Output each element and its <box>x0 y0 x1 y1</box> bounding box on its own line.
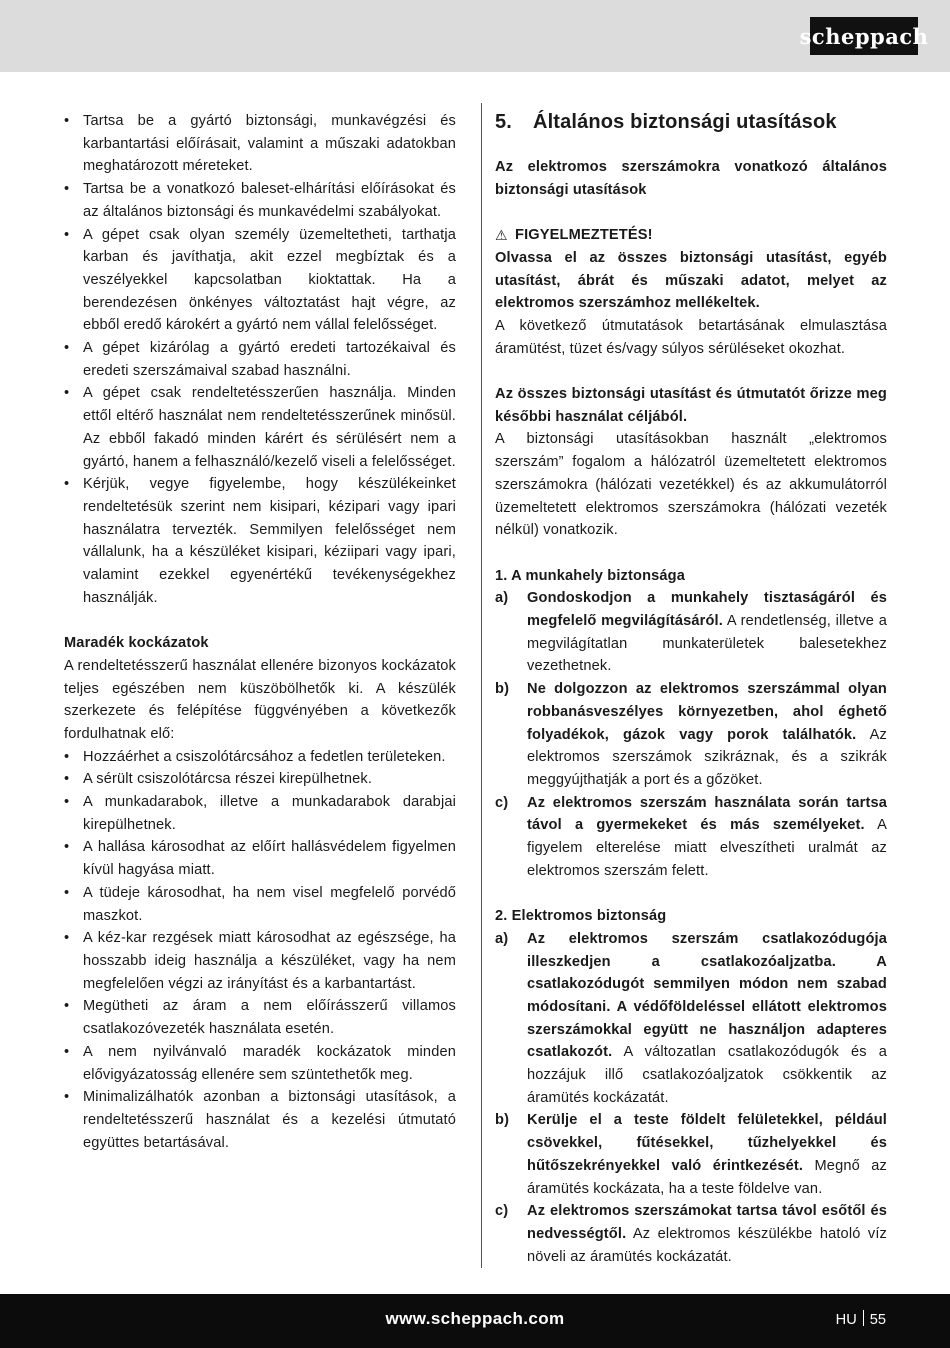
page-number: 55 <box>869 1312 886 1328</box>
warning-text: A következő útmutatások betartásának elmulasztása áramütést, tüzet és/vagy súlyos sérüléseket okozhat. <box>495 317 887 357</box>
list-item: • A tüdeje károsodhat, ha nem visel megfelelő porvédő maszkot. <box>64 882 456 927</box>
list-item: • A sérült csiszolótárcsa részei kirepülhetnek. <box>64 768 456 791</box>
list-item: a) Gondoskodjon a munkahely tisztaságáról és megfelelő megvilágításáról. A rendetlenség, illetve a megvilágítatlan munkaterületek balesetekhez vezethetnek. <box>495 590 887 675</box>
list-item: • Kérjük, vegye figyelembe, hogy készülékeinket rendeltetésük szerint nem kisipari, kézipari vagy ipari használatra tervezték. Semmilyen felelősséget nem vállalunk, ha a készüléket kisipari, kéziipari vagy ipari, valamint ezekkel egyenértékű tevékenységekhez használják. <box>64 473 456 609</box>
safety-rules-list <box>64 110 456 609</box>
page-header <box>0 0 950 72</box>
left-column <box>64 110 456 1154</box>
list-item: c) Az elektromos szerszámokat tartsa távol esőtől és nedvességtől. Az elektromos készülékbe hatoló víz növeli az áramütés kockázatát. <box>495 1203 887 1265</box>
section-title-text: Általános biztonsági utasítások <box>533 111 837 133</box>
list-item: • A gépet csak rendeltetésszerűen használja. Minden ettől eltérő használat nem rendeltetésszerűnek minősül. Az ebből fakadó minden kárért és sérülésért nem a gyártó, hanem a felhasználó/kezelő viseli a felelősséget. <box>64 382 456 473</box>
page-footer <box>0 1294 950 1348</box>
list-item: • A kéz-kar rezgések miatt károsodhat az egészsége, ha hosszabb ideig használja a készüléket, vagy ha nem megfelelően végzi az irányítást és a karbantartást. <box>64 927 456 995</box>
list-item: • Tartsa be a vonatkozó baleset-elhárítási előírásokat és az általános biztonsági és munkavédelmi szabályokat. <box>64 178 456 223</box>
list-item: a) Az elektromos szerszám csatlakozódugója illeszkedjen a csatlakozóaljzatba. A csatlakozódugót semmilyen módon nem szabad módosítani. A védőföldeléssel ellátott elektromos szerszámokkal együtt ne használjon adapteres csatlakozót. A változatlan csatlakozódugók és a hozzájuk illő csatlakozóaljzatok csökkentik az áramütés kockázatát. <box>495 930 887 1106</box>
warning-bold-text: Olvassa el az összes biztonsági utasítást, egyéb utasítást, ábrát és műszaki adatot, melyet az elektromos szerszámhoz mellékeltek. <box>495 249 887 312</box>
column-divider <box>481 103 482 1268</box>
list-item: c) Az elektromos szerszám használata során tartsa távol a gyermekeket és más személyeket. A figyelem elterelése miatt elveszítheti uralmát az elektromos szerszám felett. <box>495 794 887 879</box>
scheppach-logo: scheppach <box>810 17 918 55</box>
residual-risks-list <box>64 746 456 1155</box>
list-item: • A nem nyilvánvaló maradék kockázatok minden elővigyázatosság ellenére sem szüntethetők meg. <box>64 1041 456 1086</box>
section-title <box>495 110 887 134</box>
residual-risks-intro: A rendeltetésszerű használat ellenére bizonyos kockázatok teljes egészében nem küszöbölhetők ki. A készülék szerkezete és felépítése függvényében a következők fordulhatnak elő: <box>64 657 456 742</box>
list-item: • A gépet csak olyan személy üzemeltetheti, tarthatja karban és javíthatja, akit ezzel megbíztak és a veszélyekkel kapcsolatban kioktattak. Ha a berendezésen önkényes változtatást hajt végre, az ebből eredő károkért a gyártó nem vállal felelősséget. <box>64 224 456 338</box>
warning-heading <box>495 224 887 247</box>
residual-risks-heading: Maradék kockázatok <box>64 635 209 652</box>
website-link[interactable]: www.scheppach.com <box>385 1309 565 1328</box>
list-item: • A hallása károsodhat az előírt hallásvédelem figyelmen kívül hagyása miatt. <box>64 836 456 881</box>
section-number: 5. <box>495 111 512 133</box>
warning-label: FIGYELMEZTETÉS! <box>515 227 653 244</box>
list-item: • Megütheti az áram a nem előírásszerű villamos csatlakozóvezeték használata esetén. <box>64 995 456 1040</box>
language-code: HU <box>835 1312 857 1328</box>
list-item: • Minimalizálhatók azonban a biztonsági utasítások, a rendeltetésszerű használat és a kezelési útmutató együttes betartásával. <box>64 1086 456 1154</box>
right-column <box>495 110 887 1268</box>
section-subtitle: Az elektromos szerszámokra vonatkozó általános biztonsági utasítások <box>495 159 887 198</box>
list-item: • A gépet kizárólag a gyártó eredeti tartozékaival és eredeti szerszámaival szabad használni. <box>64 337 456 382</box>
workplace-safety-heading: 1. A munkahely biztonsága <box>495 567 685 584</box>
electrical-safety-list <box>495 928 887 1269</box>
keep-instructions-text: A biztonsági utasításokban használt „elektromos szerszám” fogalom a hálózatról üzemeltetett elektromos szerszámokra (hálózati vezetékkel) és az akkumulátorról üzemeltetett elektromos szerszámokra (hálózati vezeték nélkül) vonatkozik. <box>495 431 887 539</box>
keep-instructions-heading: Az összes biztonsági utasítást és útmutatót őrizze meg későbbi használat céljából. <box>495 386 887 425</box>
list-item: b) Ne dolgozzon az elektromos szerszámmal olyan robbanásveszélyes környezetben, ahol éghető folyadékok, gázok vagy porok találhatók. Az elektromos szerszámok szikráznak, és a szikrák meggyújthatják a port és a gőzöket. <box>495 681 888 788</box>
workplace-safety-list <box>495 587 887 882</box>
electrical-safety-heading: 2. Elektromos biztonság <box>495 908 667 925</box>
list-item: • A munkadarabok, illetve a munkadarabok darabjai kirepülhetnek. <box>64 791 456 836</box>
page-indicator <box>836 1310 886 1328</box>
list-item: b) Kerülje el a teste földelt felületekkel, például csövekkel, fűtésekkel, tűzhelyekkel és hűtőszekrényekkel való érintkezését. Megnő az áramütés kockázata, ha a teste földelve van. <box>495 1112 887 1197</box>
list-item: • Tartsa be a gyártó biztonsági, munkavégzési és karbantartási előírásait, valamint a műszaki adatokban meghatározott méreteket. <box>64 110 456 178</box>
list-item: • Hozzáérhet a csiszolótárcsához a fedetlen területeken. <box>64 746 456 769</box>
warning-triangle-icon: ⚠ <box>495 227 508 244</box>
